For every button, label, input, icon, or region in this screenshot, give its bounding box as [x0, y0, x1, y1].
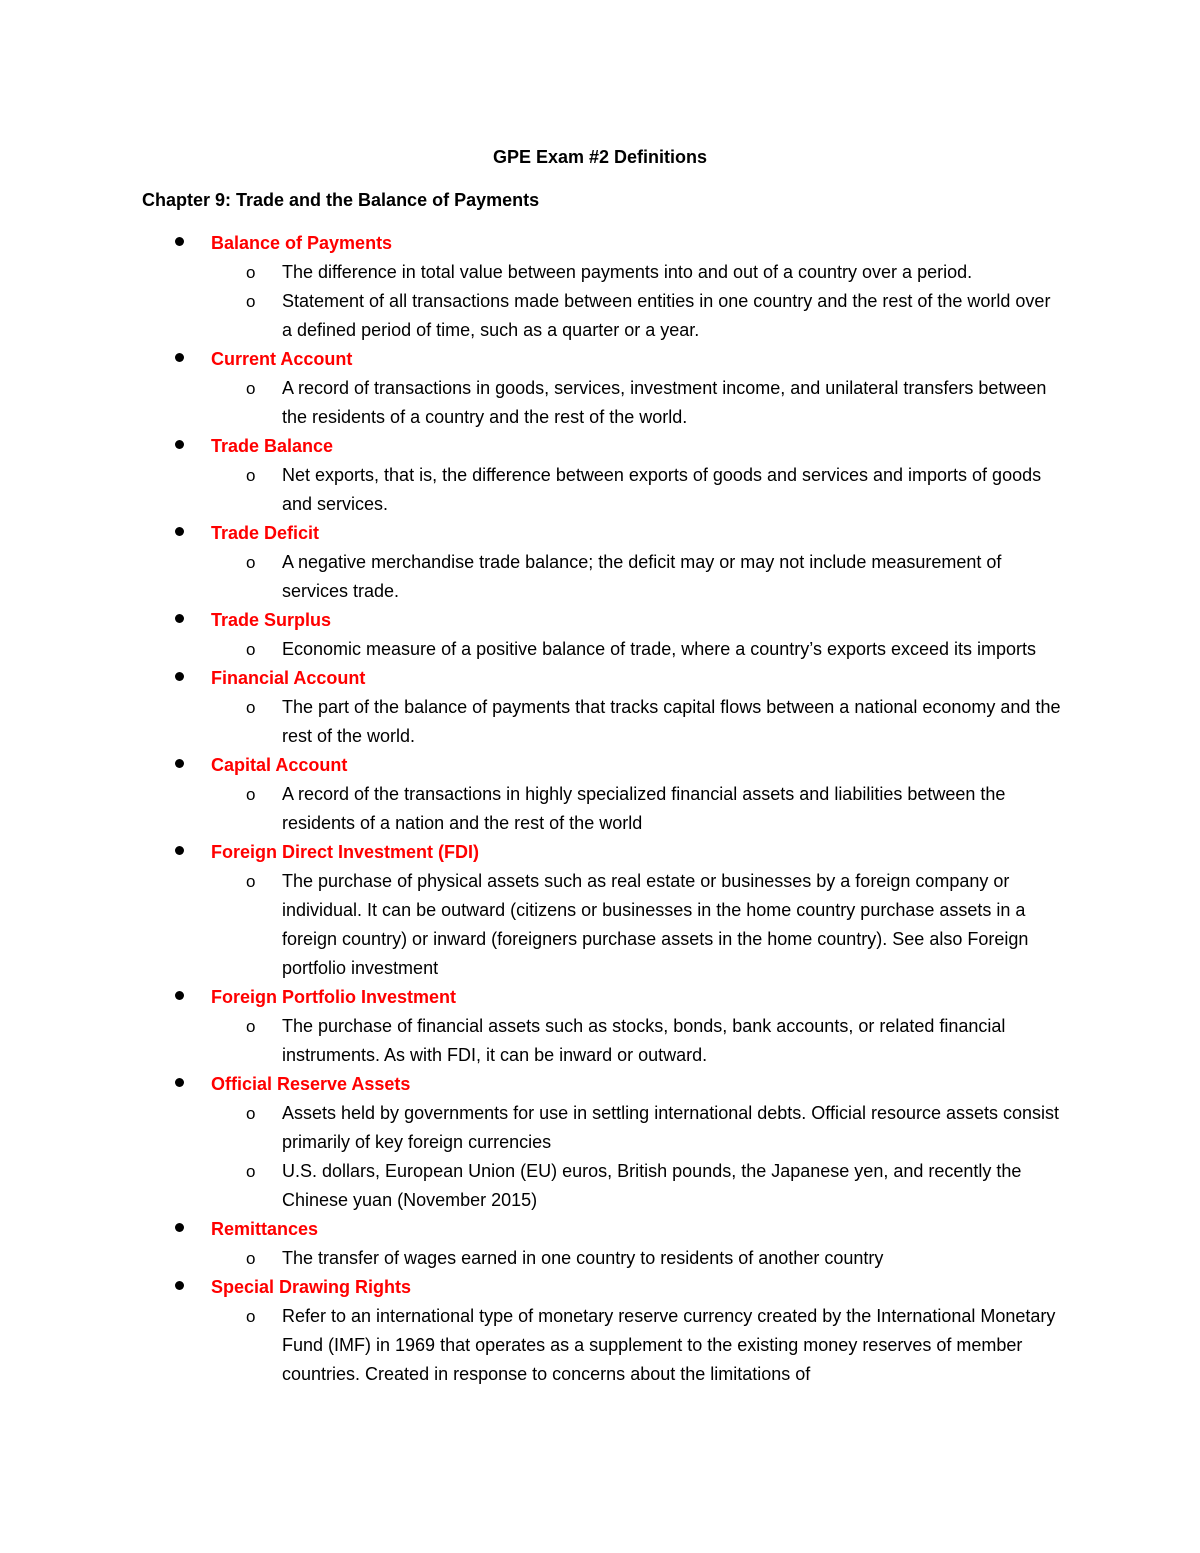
definition-text: Refer to an international type of monetary reserve currency created by the International Monetary Fund (IMF) in 1969 that operates as a supplement to the existing money reserves of member countries. Created in response to concerns about the limitations of: [282, 1306, 1056, 1384]
sub-bullet-icon: o: [246, 292, 256, 311]
term-row: [0, 751, 1200, 780]
term-label: Official Reserve Assets: [211, 1074, 411, 1094]
definition-text: The transfer of wages earned in one country to residents of another country: [282, 1248, 884, 1268]
definition-item: [0, 1302, 1062, 1389]
term-row: [0, 983, 1200, 1012]
bullet-icon: [175, 237, 184, 246]
term-row: [0, 838, 1200, 867]
bullet-icon: [175, 759, 184, 768]
bullet-icon: [175, 527, 184, 536]
bullet-icon: [175, 846, 184, 855]
definition-list: [0, 1099, 1200, 1215]
sub-bullet-icon: o: [246, 1017, 256, 1036]
term-item: [0, 838, 1200, 983]
term-label: Special Drawing Rights: [211, 1277, 412, 1297]
definition-text: A record of transactions in goods, services, investment income, and unilateral transfers between the residents of a country and the rest of the world.: [282, 378, 1047, 427]
term-list: [0, 229, 1200, 1389]
term-item: [0, 751, 1200, 838]
bullet-icon: [175, 353, 184, 362]
term-item: [0, 1273, 1200, 1389]
definition-list: [0, 867, 1200, 983]
sub-bullet-icon: o: [246, 379, 256, 398]
bullet-icon: [175, 614, 184, 623]
term-item: [0, 519, 1200, 606]
term-label: Trade Balance: [211, 436, 334, 456]
definition-item: [0, 461, 1062, 519]
definition-text: Assets held by governments for use in settling international debts. Official resource assets consist primarily of key foreign currencies: [282, 1103, 1060, 1152]
term-row: [0, 1215, 1200, 1244]
term-label: Current Account: [211, 349, 353, 369]
definition-item: [0, 258, 1062, 287]
definition-list: [0, 1012, 1200, 1070]
sub-bullet-icon: o: [246, 640, 256, 659]
term-label: Foreign Direct Investment (FDI): [211, 842, 480, 862]
term-row: [0, 345, 1200, 374]
definition-item: [0, 1244, 1062, 1273]
definition-text: The purchase of financial assets such as stocks, bonds, bank accounts, or related financial instruments. As with FDI, it can be inward or outward.: [282, 1016, 1006, 1065]
definition-item: [0, 635, 1062, 664]
term-item: [0, 664, 1200, 751]
definition-item: [0, 780, 1062, 838]
definition-item: [0, 693, 1062, 751]
definition-item: [0, 867, 1062, 983]
definition-text: Economic measure of a positive balance of trade, where a country’s exports exceed its imports: [282, 639, 1037, 659]
term-row: [0, 1070, 1200, 1099]
sub-bullet-icon: o: [246, 1104, 256, 1123]
definition-text: A negative merchandise trade balance; the deficit may or may not include measurement of services trade.: [282, 552, 1002, 601]
term-row: [0, 606, 1200, 635]
definition-text: The purchase of physical assets such as real estate or businesses by a foreign company or individual. It can be outward (citizens or businesses in the home country purchase assets in a foreign country) or inward (foreigners purchase assets in the home country). See also Foreign portfolio investment: [282, 871, 1029, 978]
definition-list: [0, 1244, 1200, 1273]
sub-bullet-icon: o: [246, 872, 256, 891]
term-item: [0, 229, 1200, 345]
sub-bullet-icon: o: [246, 466, 256, 485]
sub-bullet-icon: o: [246, 785, 256, 804]
definition-list: [0, 693, 1200, 751]
definition-list: [0, 461, 1200, 519]
definition-text: The difference in total value between payments into and out of a country over a period.: [282, 262, 973, 282]
sub-bullet-icon: o: [246, 263, 256, 282]
definition-text: The part of the balance of payments that tracks capital flows between a national economy and the rest of the world.: [282, 697, 1061, 746]
document-title: GPE Exam #2 Definitions: [492, 147, 708, 167]
definition-item: [0, 1157, 1062, 1215]
definition-list: [0, 635, 1200, 664]
definition-list: [0, 780, 1200, 838]
definition-list: [0, 258, 1200, 345]
definition-item: [0, 1012, 1062, 1070]
term-item: [0, 432, 1200, 519]
term-row: [0, 229, 1200, 258]
term-label: Foreign Portfolio Investment: [211, 987, 457, 1007]
bullet-icon: [175, 1223, 184, 1232]
sub-bullet-icon: o: [246, 1162, 256, 1181]
definition-item: [0, 1099, 1062, 1157]
term-item: [0, 1070, 1200, 1215]
bullet-icon: [175, 991, 184, 1000]
bullet-icon: [175, 1078, 184, 1087]
definition-item: [0, 548, 1062, 606]
definition-text: Net exports, that is, the difference between exports of goods and services and imports of goods and services.: [282, 465, 1042, 514]
term-label: Trade Deficit: [211, 523, 320, 543]
sub-bullet-icon: o: [246, 1249, 256, 1268]
bullet-icon: [175, 1281, 184, 1290]
term-label: Financial Account: [211, 668, 366, 688]
term-item: [0, 345, 1200, 432]
term-row: [0, 664, 1200, 693]
term-label: Remittances: [211, 1219, 319, 1239]
definition-list: [0, 1302, 1200, 1389]
sub-bullet-icon: o: [246, 1307, 256, 1326]
chapter-heading: Chapter 9: Trade and the Balance of Payments: [142, 190, 540, 210]
term-label: Capital Account: [211, 755, 348, 775]
definition-list: [0, 548, 1200, 606]
definition-text: Statement of all transactions made between entities in one country and the rest of the world over a defined period of time, such as a quarter or a year.: [282, 291, 1051, 340]
definition-text: A record of the transactions in highly specialized financial assets and liabilities between the residents of a nation and the rest of the world: [282, 784, 1006, 833]
bullet-icon: [175, 672, 184, 681]
term-label: Balance of Payments: [211, 233, 393, 253]
term-item: [0, 983, 1200, 1070]
term-row: [0, 519, 1200, 548]
term-row: [0, 432, 1200, 461]
term-item: [0, 1215, 1200, 1273]
definition-item: [0, 374, 1062, 432]
definition-list: [0, 374, 1200, 432]
sub-bullet-icon: o: [246, 553, 256, 572]
definition-text: U.S. dollars, European Union (EU) euros, British pounds, the Japanese yen, and recently the Chinese yuan (November 2015): [282, 1161, 1022, 1210]
definition-item: [0, 287, 1062, 345]
bullet-icon: [175, 440, 184, 449]
sub-bullet-icon: o: [246, 698, 256, 717]
term-item: [0, 606, 1200, 664]
term-label: Trade Surplus: [211, 610, 332, 630]
term-row: [0, 1273, 1200, 1302]
